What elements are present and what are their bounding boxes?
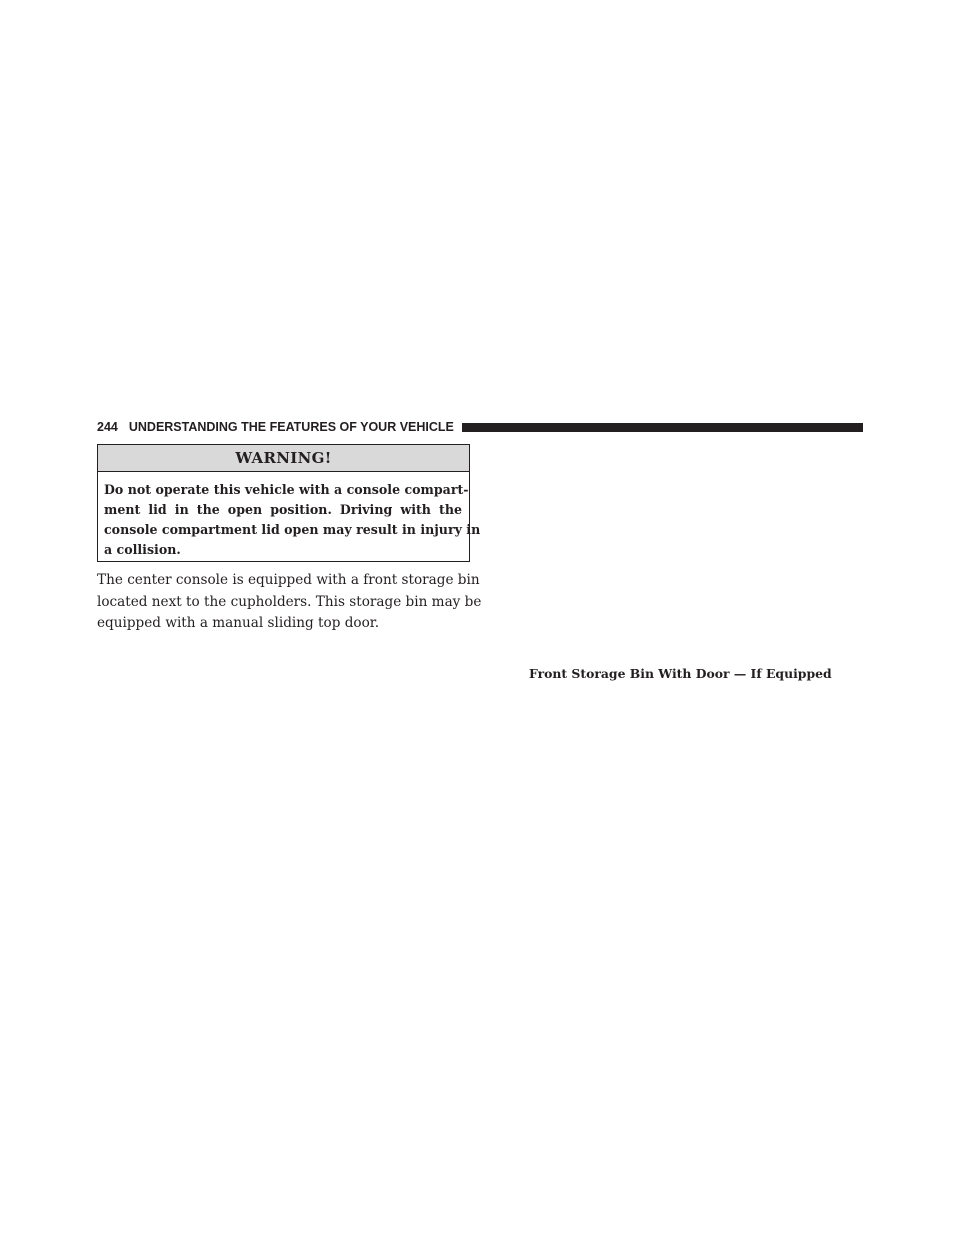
page-number: 244 <box>97 420 118 434</box>
warning-heading: WARNING! <box>98 445 469 472</box>
body-line: The center console is equipped with a front storage bin <box>97 572 480 588</box>
figure-caption: Front Storage Bin With Door — If Equipped <box>529 666 832 681</box>
warning-line: Do not operate this vehicle with a console compart- <box>104 482 469 497</box>
header-rule <box>462 423 863 432</box>
warning-text <box>98 472 481 560</box>
body-line: equipped with a manual sliding top door. <box>97 615 380 631</box>
page-header <box>97 417 863 437</box>
warning-line: ment lid in the open position. Driving with the <box>104 502 462 517</box>
warning-line: a collision. <box>104 542 181 557</box>
warning-line: console compartment lid open may result in injury in <box>104 522 481 537</box>
warning-box <box>97 444 481 562</box>
section-title: UNDERSTANDING THE FEATURES OF YOUR VEHICLE <box>128 420 454 434</box>
body-line: located next to the cupholders. This storage bin may be <box>97 593 482 610</box>
body-paragraph <box>97 570 482 635</box>
